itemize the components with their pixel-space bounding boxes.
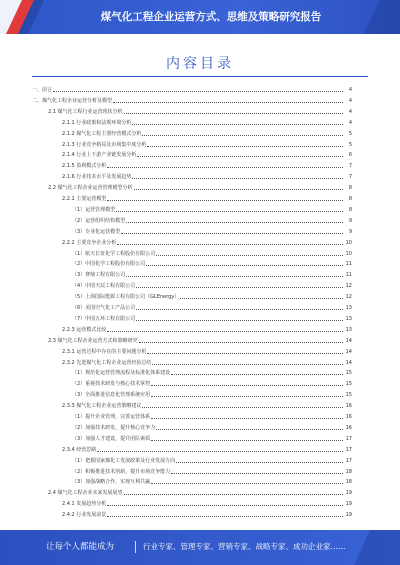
toc-entry[interactable] (32, 326, 352, 334)
toc-entry[interactable] (32, 478, 352, 486)
toc-leader-dots (171, 374, 343, 375)
toc-entry-label: （4）中国天辰工程有限公司 (72, 283, 136, 290)
toc-entry-page: 4 (348, 97, 352, 104)
header-banner (0, 0, 400, 34)
toc-entry-label: 2.3 煤气化工程企业运营方式和策略研究 (48, 337, 138, 344)
toc-entry-page: 16 (345, 403, 352, 410)
toc-entry[interactable] (32, 239, 352, 247)
toc-leader-dots (151, 483, 343, 484)
toc-entry-label: （3）赛鼎工程有限公司 (72, 272, 126, 279)
footer-tagline: 行业专家、管理专家、营销专家、战略专家、成功企业家…… (143, 542, 346, 551)
toc-leader-dots (136, 287, 343, 288)
toc-entry-page: 4 (348, 87, 352, 93)
toc-entry-page: 14 (345, 348, 352, 355)
toc-entry-page: 18 (345, 468, 352, 475)
toc-entry[interactable] (32, 271, 352, 279)
toc-entry-page: 8 (348, 185, 352, 192)
toc-entry[interactable] (32, 195, 352, 203)
toc-leader-dots (53, 91, 343, 92)
toc-entry-label: （2）加强技术研发，提升核心竞争力 (72, 424, 156, 431)
footer-slogan: 让每个人都能成为 (46, 542, 115, 552)
toc-entry[interactable] (32, 369, 352, 377)
toc-entry-label: 2.2.1 主要运营模型 (62, 196, 107, 202)
toc-entry[interactable] (32, 391, 352, 399)
toc-entry[interactable] (32, 435, 352, 443)
toc-heading: 内容目录 (166, 56, 234, 72)
toc-entry-page: 8 (348, 196, 352, 202)
toc-entry-label: 2.3.1 运营过程中存在的主要问题分析 (62, 348, 147, 355)
toc-leader-dots (151, 418, 343, 419)
toc-entry-label: 2.1 煤气化工程行业运营现状分析 (48, 108, 123, 115)
toc-entry-page: 19 (345, 501, 352, 508)
toc-entry-page: 19 (345, 490, 352, 497)
toc-entry-label: （2）中国化学工程股份有限公司 (72, 261, 146, 268)
toc-entry-page: 12 (345, 283, 352, 290)
toc-entry-label: 2.1.5 盈利模式分析 (62, 163, 107, 170)
toc-entry-page: 12 (345, 294, 352, 301)
toc-entry[interactable] (32, 304, 352, 312)
toc-leader-dots (151, 396, 343, 397)
toc-entry-label: 2.3.3 煤气化工程企业运营策略建议 (62, 403, 142, 410)
toc-entry[interactable] (32, 337, 352, 345)
toc-entry[interactable] (32, 402, 352, 410)
toc-entry-page: 6 (348, 152, 352, 159)
footer-banner (0, 530, 400, 565)
toc-leader-dots (151, 440, 343, 441)
toc-entry-page: 7 (348, 174, 352, 181)
toc-entry-page: 10 (345, 239, 352, 246)
toc-leader-dots (156, 255, 343, 256)
toc-entry-page: 15 (345, 381, 352, 388)
toc-entry-label: 2.3.4 经营思路 (62, 446, 97, 453)
toc-entry-label: 2.4.1 发展趋势分析 (62, 501, 107, 508)
header-left-decoration-icon (0, 0, 52, 34)
toc-entry-page: 13 (345, 305, 352, 311)
toc-entry-label: （3）专业化运营模型 (72, 228, 121, 235)
toc-leader-dots (142, 407, 343, 408)
toc-leader-dots (137, 156, 343, 157)
toc-entry[interactable] (32, 184, 352, 192)
footer-divider (135, 541, 136, 553)
table-of-contents (32, 86, 352, 526)
toc-entry-label: （3）全面推进信息化管理系统应用 (72, 392, 151, 399)
toc-entry[interactable] (32, 380, 352, 388)
toc-entry[interactable] (32, 130, 352, 138)
footer-decoration-icon (340, 530, 400, 565)
toc-entry-label: （1）规范化运营管理流程及标准化体系建设 (72, 370, 171, 377)
toc-leader-dots (180, 298, 343, 299)
toc-entry-label: （6）美国空气化工产品公司 (72, 305, 136, 311)
toc-entry-page: 4 (348, 119, 352, 126)
toc-entry[interactable] (32, 217, 352, 225)
header-right-decoration-icon (360, 0, 400, 34)
toc-entry-label: 2.1.2 煤气化工程主要经营模式分析 (62, 130, 142, 137)
toc-entry[interactable] (32, 141, 352, 149)
toc-leader-dots (132, 178, 343, 179)
toc-entry-page: 14 (345, 337, 352, 344)
toc-entry-label: 2.1.3 行业竞争格局及市场集中度分析 (62, 141, 147, 148)
toc-leader-dots (107, 200, 343, 201)
toc-leader-dots (121, 233, 343, 234)
toc-leader-dots (152, 364, 343, 365)
toc-leader-dots (126, 276, 343, 277)
toc-leader-dots (132, 124, 343, 125)
toc-entry-label: （3）加强人才建设，提升团队素质 (72, 435, 151, 442)
toc-entry-label: （2）重视技术研发与核心技术掌控 (72, 381, 151, 388)
toc-entry-label: （7）中国五环工程有限公司 (72, 315, 136, 322)
toc-leader-dots (151, 385, 343, 386)
toc-entry-page: 15 (345, 370, 352, 377)
toc-leader-dots (97, 451, 343, 452)
toc-entry[interactable] (32, 282, 352, 290)
toc-entry[interactable] (32, 489, 352, 497)
toc-leader-dots (142, 135, 343, 136)
toc-leader-dots (176, 462, 343, 463)
toc-entry-page: 11 (345, 272, 352, 279)
toc-entry-label: 2.3.2 先进煤气化工程企业运营经验总结 (62, 359, 152, 366)
toc-heading-divider (32, 76, 368, 77)
toc-entry[interactable] (32, 173, 352, 181)
toc-entry[interactable] (32, 500, 352, 508)
toc-entry[interactable] (32, 446, 352, 454)
toc-entry-label: 2.1.1 行业政策和法规环境分析 (62, 119, 132, 126)
toc-entry-label: 2.1.6 行业技术水平及发展趋势 (62, 174, 132, 181)
toc-entry-page: 4 (348, 108, 352, 115)
toc-entry[interactable] (32, 293, 352, 301)
toc-entry-page: 9 (348, 217, 352, 224)
toc-entry[interactable] (32, 260, 352, 268)
toc-entry-page: 5 (348, 141, 352, 148)
toc-entry-label: （2）积极推进技术创新，提升市场竞争能力 (72, 468, 171, 475)
toc-leader-dots (147, 146, 343, 147)
toc-entry-page: 13 (345, 315, 352, 322)
toc-leader-dots (107, 516, 343, 517)
toc-leader-dots (124, 113, 343, 114)
toc-entry[interactable] (32, 97, 352, 105)
toc-entry[interactable] (32, 468, 352, 476)
toc-entry-label: 二、煤气化工程企业运营分析及模型 (32, 97, 113, 104)
toc-entry[interactable] (32, 151, 352, 159)
toc-entry[interactable] (32, 511, 352, 519)
toc-leader-dots (107, 505, 343, 506)
toc-leader-dots (113, 102, 343, 103)
toc-entry-page: 10 (345, 250, 352, 257)
toc-entry-label: 一、前言 (32, 87, 53, 93)
toc-leader-dots (107, 167, 343, 168)
report-title: 煤气化工程企业运营方式、思维及策略研究报告 (100, 11, 322, 23)
toc-entry-page: 15 (345, 392, 352, 399)
toc-entry-page: 9 (348, 228, 352, 235)
toc-leader-dots (156, 429, 343, 430)
toc-leader-dots (136, 309, 343, 310)
toc-leader-dots (116, 211, 343, 212)
toc-entry-page: 18 (345, 479, 352, 486)
toc-entry-label: （5）上海国际能源工程有限公司（GLEnergy） (72, 294, 180, 301)
toc-entry[interactable] (32, 108, 352, 116)
toc-entry-page: 16 (345, 414, 352, 420)
toc-entry[interactable] (32, 315, 352, 323)
toc-entry-label: 2.2 煤气化工程企业运营管理模型分析 (48, 185, 133, 192)
toc-entry-label: 2.2.3 运营模式比较 (62, 326, 107, 333)
toc-entry[interactable] (32, 119, 352, 127)
toc-entry-page: 17 (345, 446, 352, 453)
toc-entry-label: 2.4 煤气化工程企业未来发展展望 (48, 490, 123, 497)
toc-entry[interactable] (32, 457, 352, 465)
toc-leader-dots (146, 265, 343, 266)
toc-leader-dots (136, 320, 343, 321)
toc-entry[interactable] (32, 348, 352, 356)
toc-leader-dots (124, 494, 343, 495)
toc-leader-dots (171, 473, 343, 474)
toc-entry[interactable] (32, 86, 352, 94)
toc-entry-page: 17 (345, 435, 352, 442)
toc-leader-dots (139, 342, 343, 343)
toc-entry-page: 13 (345, 326, 352, 333)
toc-entry[interactable] (32, 206, 352, 214)
toc-entry[interactable] (32, 359, 352, 367)
toc-entry-page: 17 (345, 457, 352, 464)
toc-entry-page: 8 (348, 206, 352, 213)
toc-entry-label: （2）运营组织结构模型 (72, 217, 126, 224)
toc-entry-label: 2.1.4 行业上下游产业链发展分析 (62, 152, 137, 159)
toc-leader-dots (147, 353, 343, 354)
toc-entry-label: （1）航天长征化学工程股份有限公司 (72, 250, 156, 257)
toc-leader-dots (126, 222, 343, 223)
toc-leader-dots (117, 244, 343, 245)
toc-entry-page: 11 (345, 261, 352, 268)
toc-entry[interactable] (32, 228, 352, 236)
toc-entry[interactable] (32, 162, 352, 170)
toc-entry-page: 7 (348, 163, 352, 170)
toc-entry-label: 2.4.2 行业发展前景 (62, 512, 107, 519)
toc-entry-page: 14 (345, 359, 352, 366)
toc-leader-dots (107, 331, 343, 332)
toc-entry-page: 5 (348, 130, 352, 137)
toc-entry-label: （1）把握国家煤化工发展政策及行业发展方向 (72, 457, 176, 464)
toc-entry-label: 2.2.2 主要竞争企业分析 (62, 239, 117, 246)
toc-entry-label: （3）加强战略合作，实现互利共赢 (72, 479, 151, 486)
toc-entry-label: （1）运营管理模型 (72, 206, 116, 213)
toc-entry[interactable] (32, 413, 352, 421)
toc-entry[interactable] (32, 250, 352, 258)
toc-entry[interactable] (32, 424, 352, 432)
toc-entry-page: 19 (345, 512, 352, 519)
toc-entry-page: 16 (345, 424, 352, 431)
toc-leader-dots (134, 189, 343, 190)
toc-entry-label: （1）提升企业管理，完善运营体系 (72, 414, 151, 420)
